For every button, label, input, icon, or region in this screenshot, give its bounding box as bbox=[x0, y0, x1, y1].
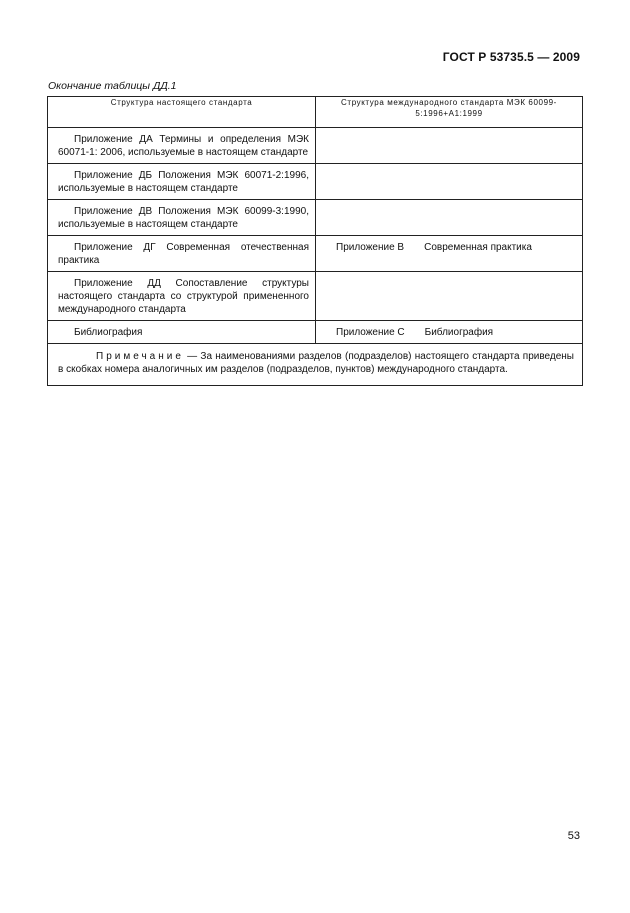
document-id: ГОСТ Р 53735.5 — 2009 bbox=[442, 50, 580, 64]
national-cell-text: Библиография bbox=[74, 327, 143, 338]
structure-comparison-table bbox=[47, 96, 583, 386]
international-cell bbox=[316, 272, 583, 321]
table-row bbox=[48, 272, 583, 321]
note-label: Примечание bbox=[96, 351, 184, 362]
international-cell bbox=[316, 321, 583, 344]
table-row bbox=[48, 236, 583, 272]
national-cell bbox=[48, 200, 316, 236]
table-note bbox=[48, 344, 583, 386]
column-header-national: Структура настоящего стандарта bbox=[48, 97, 316, 128]
national-cell bbox=[48, 164, 316, 200]
international-label: Приложение С bbox=[336, 327, 405, 338]
table-caption: Окончание таблицы ДД.1 bbox=[48, 80, 177, 92]
international-cell bbox=[316, 236, 583, 272]
national-cell bbox=[48, 272, 316, 321]
table-header-row bbox=[48, 97, 583, 128]
column-header-international: Структура международного стандарта МЭК 60099-5:1996+A1:1999 bbox=[316, 97, 583, 128]
note-text: — За наименованиями разделов (подразделов) настоящего стандарта приведены в скобках номера аналогичных им разделов (подразделов, пунктов) международного стандарта. bbox=[58, 351, 574, 375]
national-cell-text: Приложение ДВ Положения МЭК 60099-3:1990, используемые в настоящем стандарте bbox=[58, 206, 309, 230]
table-row bbox=[48, 321, 583, 344]
international-title: Библиография bbox=[424, 327, 494, 338]
table-row bbox=[48, 200, 583, 236]
page-number: 53 bbox=[567, 830, 580, 842]
national-cell bbox=[48, 236, 316, 272]
international-cell bbox=[316, 200, 583, 236]
international-cell bbox=[316, 164, 583, 200]
table-row bbox=[48, 128, 583, 164]
national-cell bbox=[48, 321, 316, 344]
national-cell-text: Приложение ДБ Положения МЭК 60071-2:1996, используемые в настоящем стандарте bbox=[58, 170, 309, 194]
national-cell-text: Приложение ДГ Современная отечественная практика bbox=[58, 242, 309, 266]
table-row bbox=[48, 164, 583, 200]
table-note-row bbox=[48, 344, 583, 386]
national-cell-text: Приложение ДА Термины и определения МЭК 60071-1: 2006, используемые в настоящем стандарте bbox=[58, 134, 309, 158]
international-cell bbox=[316, 128, 583, 164]
national-cell-text: Приложение ДД Сопоставление структуры настоящего стандарта со структурой примененного международного стандарта bbox=[58, 278, 309, 315]
international-title: Современная практика bbox=[424, 242, 532, 253]
international-label: Приложение В bbox=[336, 242, 405, 253]
national-cell bbox=[48, 128, 316, 164]
